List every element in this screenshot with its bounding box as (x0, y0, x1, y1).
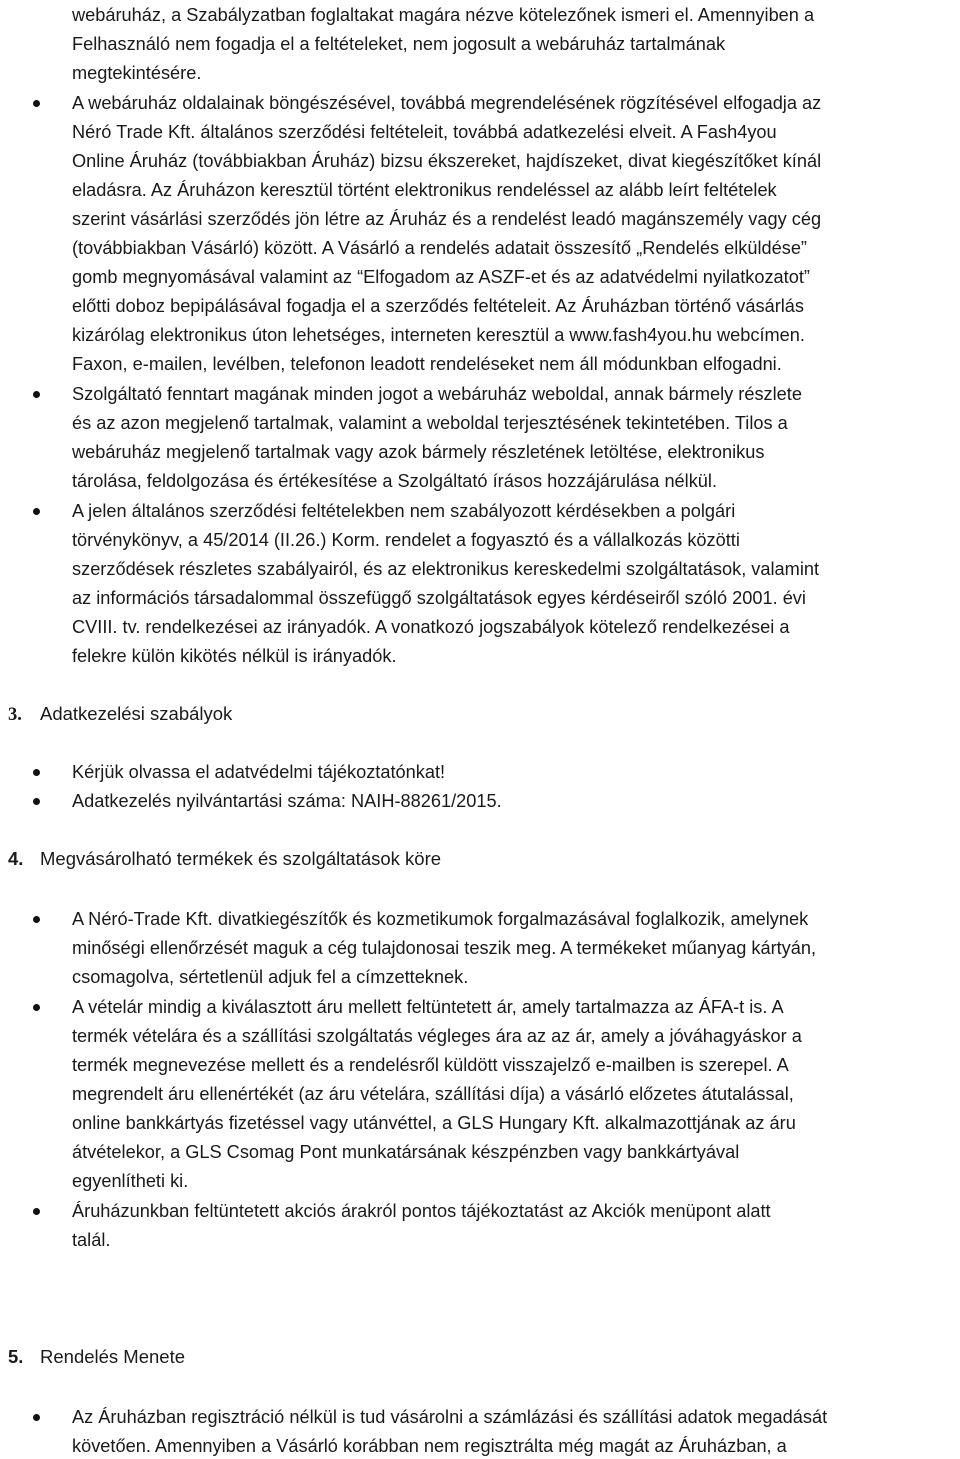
paragraph-line: A webáruház oldalainak böngészésével, továbbá megrendelésének rögzítésével elfogadja az (72, 93, 822, 113)
paragraph-line: A jelen általános szerződési feltételekben nem szabályozott kérdésekben a polgári (72, 501, 736, 521)
bullet-icon (33, 769, 40, 776)
paragraph-line: (továbbiakban Vásárló) között. A Vásárló a rendelés adatait összesítő „Rendelés elküldése” (72, 238, 807, 258)
bullet-icon (33, 100, 40, 107)
section-title: Megvásárolható termékek és szolgáltatások köre (40, 848, 442, 869)
paragraph-line: kizárólag elektronikus úton lehetséges, interneten keresztül a www.fash4you.hu webcímen. (72, 325, 805, 345)
section-heading-5 (8, 1346, 185, 1368)
intro-line: webáruház, a Szabályzatban foglaltakat magára nézve kötelezőnek ismeri el. Amennyiben a (72, 5, 815, 25)
bullet-icon (33, 1004, 40, 1011)
bullet-icon (33, 916, 40, 923)
bullet-icon (33, 1414, 40, 1421)
paragraph-line: csomagolva, sértetlenül adjuk fel a címzetteknek. (72, 967, 469, 987)
section-heading-3 (8, 703, 232, 726)
paragraph-line: az információs társadalommal összefüggő szolgáltatások egyes kérdéseiről szóló 2001. évi (72, 588, 806, 608)
paragraph-line: törvénykönyv, a 45/2014 (II.26.) Korm. rendelet a fogyasztó és a vállalkozás közötti (72, 530, 740, 550)
paragraph-line: talál. (72, 1230, 111, 1250)
paragraph-line: webáruház megjelenő tartalmak vagy azok bármely részletének letöltése, elektronikus (72, 442, 765, 462)
paragraph-line: átvételekor, a GLS Csomag Pont munkatársának készpénzben vagy bankkártyával (72, 1142, 740, 1162)
paragraph-line: tárolása, feldolgozása és értékesítése a Szolgáltató írásos hozzájárulása nélkül. (72, 471, 718, 491)
paragraph-line: A vételár mindig a kiválasztott áru mellett feltüntetett ár, amely tartalmazza az ÁFA-t is. A (72, 997, 784, 1017)
paragraph-line: Áruházunkban feltüntetett akciós árakról pontos tájékoztatást az Akciók menüpont alatt (72, 1201, 771, 1221)
paragraph-line: Az Áruházban regisztráció nélkül is tud vásárolni a számlázási és szállítási adatok megadását (72, 1407, 828, 1427)
paragraph-line: felekre külön kikötés nélkül is irányadók. (72, 646, 397, 666)
bullet-icon (33, 798, 40, 805)
bullet-icon (33, 1208, 40, 1215)
paragraph-line: egyenlítheti ki. (72, 1171, 189, 1191)
paragraph-line: Adatkezelés nyilvántartási száma: NAIH-88261/2015. (72, 791, 502, 811)
paragraph-line: minőségi ellenőrzését maguk a cég tulajdonosai teszik meg. A termékeket műanyag kártyán, (72, 938, 817, 958)
intro-line: Felhasználó nem fogadja el a feltételeket, nem jogosult a webáruház tartalmának (72, 34, 726, 54)
paragraph-line: CVIII. tv. rendelkezései az irányadók. A vonatkozó jogszabályok kötelező rendelkezései a (72, 617, 790, 637)
section-number: 5. (8, 1346, 24, 1367)
paragraph-line: és az azon megjelenő tartalmak, valamint a weboldal terjesztésének tekintetében. Tilos a (72, 413, 788, 433)
paragraph-line: online bankkártyás fizetéssel vagy utánvéttel, a GLS Hungary Kft. alkalmazottjának az áru (72, 1113, 796, 1133)
paragraph-line: termék vételára és a szállítási szolgáltatás végleges ára az az ár, amely a jóváhagyáskor a (72, 1026, 802, 1046)
section-title: Adatkezelési szabályok (40, 703, 233, 724)
paragraph-line: előtti doboz bepipálásával fogadja el a szerződés feltételeit. Az Áruházban történő vásárlás (72, 296, 805, 316)
intro-line: megtekintésére. (72, 63, 202, 83)
paragraph-line: Kérjük olvassa el adatvédelmi tájékoztatónkat! (72, 762, 446, 782)
paragraph-line: Néró Trade Kft. általános szerződési feltételeit, továbbá adatkezelési elveit. A Fash4you (72, 122, 777, 142)
section-number: 3. (8, 705, 22, 725)
section-heading-4 (8, 848, 441, 870)
paragraph-line: Online Áruház (továbbiakban Áruház) bizsu ékszereket, hajdíszeket, divat kiegészítőket kínál (72, 151, 822, 171)
paragraph-line: Szolgáltató fenntart magának minden jogot a webáruház weboldal, annak bármely részlete (72, 384, 802, 404)
paragraph-line: A Néró-Trade Kft. divatkiegészítők és kozmetikumok forgalmazásával foglalkozik, amelynek (72, 909, 809, 929)
paragraph-line: szerint vásárlási szerződés jön létre az Áruház és a rendelést leadó magánszemély vagy cég (72, 209, 822, 229)
paragraph-line: gomb megnyomásával valamint az “Elfogadom az ASZF-et és az adatvédelmi nyilatkozatot” (72, 267, 810, 287)
section-title: Rendelés Menete (40, 1346, 186, 1367)
paragraph-line: megrendelt áru ellenértékét (az áru vételára, szállítási díja) a vásárló előzetes átutalással, (72, 1084, 794, 1104)
paragraph-line: szerződések részletes szabályairól, és az elektronikus kereskedelmi szolgáltatások, valamint (72, 559, 820, 579)
paragraph-line: Faxon, e-mailen, levélben, telefonon leadott rendeléseket nem áll módunkban elfogadni. (72, 354, 782, 374)
paragraph-line: termék megnevezése mellett és a rendelésről küldött visszajelző e-mailben is szerepel. A (72, 1055, 789, 1075)
bullet-icon (33, 391, 40, 398)
bullet-icon (33, 508, 40, 515)
section-number: 4. (8, 848, 24, 869)
paragraph-line: eladásra. Az Áruházon keresztül történt elektronikus rendeléssel az alább leírt feltételek (72, 180, 777, 200)
paragraph-line: követően. Amennyiben a Vásárló korábban nem regisztrálta még magát az Áruházban, a (72, 1436, 787, 1456)
